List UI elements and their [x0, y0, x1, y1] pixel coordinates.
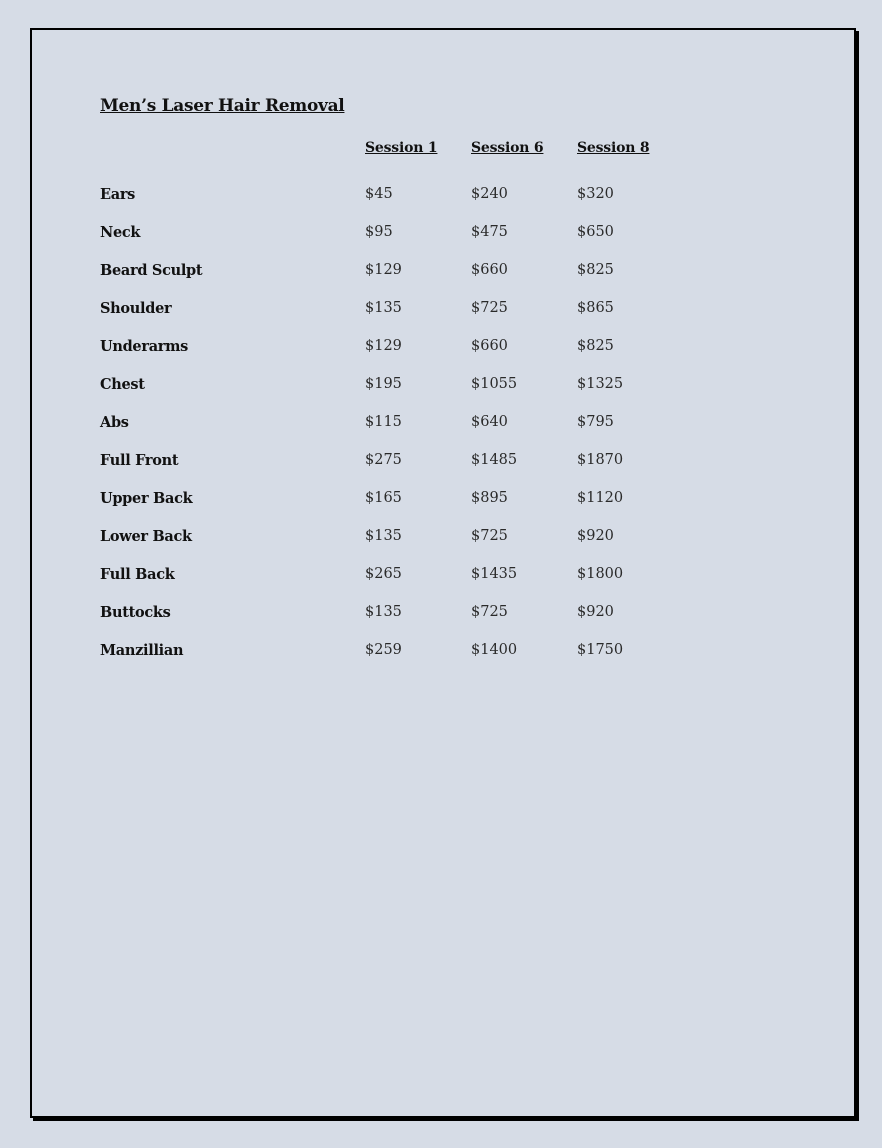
- session-6-price: $1485: [471, 452, 518, 468]
- session-8-price: $865: [577, 300, 614, 316]
- session-6-price: $895: [471, 490, 508, 506]
- session-1-price: $129: [365, 262, 402, 278]
- session-1-price: $275: [365, 452, 402, 468]
- area-cell: Beard Sculpt: [100, 261, 203, 279]
- session-1-price: $265: [365, 566, 402, 582]
- price-table: [100, 137, 683, 669]
- area-cell: Abs: [100, 413, 129, 431]
- session-6-price: $660: [471, 262, 508, 278]
- table-row: [100, 441, 683, 479]
- table-row: [100, 517, 683, 555]
- area-cell: Ears: [100, 185, 136, 203]
- session-8-price: $1870: [577, 452, 624, 468]
- session-6-price: $1400: [471, 642, 518, 658]
- document-title: Men’s Laser Hair Removal: [100, 96, 345, 116]
- session-1-price: $135: [365, 604, 402, 620]
- table-body: [100, 175, 683, 669]
- area-cell: Manzillian: [100, 641, 184, 659]
- session-8-price: $320: [577, 186, 614, 202]
- table-row: [100, 403, 683, 441]
- session-1-price: $195: [365, 376, 402, 392]
- session-8-price: $920: [577, 528, 614, 544]
- session-6-price: $1055: [471, 376, 518, 392]
- header-session-1: Session 1: [365, 140, 438, 156]
- session-1-price: $259: [365, 642, 402, 658]
- table-row: [100, 631, 683, 669]
- table-row: [100, 175, 683, 213]
- header-area: [100, 137, 365, 175]
- session-8-price: $825: [577, 338, 614, 354]
- session-8-price: $1800: [577, 566, 624, 582]
- area-cell: Chest: [100, 375, 145, 393]
- session-1-price: $129: [365, 338, 402, 354]
- session-8-price: $650: [577, 224, 614, 240]
- session-6-price: $725: [471, 528, 508, 544]
- table-row: [100, 289, 683, 327]
- session-6-price: $240: [471, 186, 508, 202]
- session-8-price: $1750: [577, 642, 624, 658]
- table-row: [100, 327, 683, 365]
- session-6-price: $725: [471, 604, 508, 620]
- area-cell: Shoulder: [100, 299, 172, 317]
- area-cell: Upper Back: [100, 489, 193, 507]
- table-header-row: [100, 137, 683, 175]
- table-row: [100, 479, 683, 517]
- session-1-price: $95: [365, 224, 393, 240]
- session-6-price: $1435: [471, 566, 518, 582]
- session-1-price: $165: [365, 490, 402, 506]
- session-8-price: $825: [577, 262, 614, 278]
- area-cell: Full Front: [100, 451, 179, 469]
- session-6-price: $475: [471, 224, 508, 240]
- session-8-price: $1325: [577, 376, 624, 392]
- session-8-price: $920: [577, 604, 614, 620]
- session-8-price: $1120: [577, 490, 624, 506]
- table-row: [100, 251, 683, 289]
- header-session-6: Session 6: [471, 140, 544, 156]
- area-cell: Neck: [100, 223, 141, 241]
- session-1-price: $45: [365, 186, 393, 202]
- table-row: [100, 213, 683, 251]
- session-6-price: $725: [471, 300, 508, 316]
- table-row: [100, 555, 683, 593]
- area-cell: Buttocks: [100, 603, 171, 621]
- session-6-price: $640: [471, 414, 508, 430]
- session-8-price: $795: [577, 414, 614, 430]
- table-row: [100, 593, 683, 631]
- area-cell: Underarms: [100, 337, 189, 355]
- session-6-price: $660: [471, 338, 508, 354]
- header-session-8: Session 8: [577, 140, 650, 156]
- session-1-price: $135: [365, 528, 402, 544]
- session-1-price: $115: [365, 414, 402, 430]
- area-cell: Lower Back: [100, 527, 192, 545]
- session-1-price: $135: [365, 300, 402, 316]
- table-row: [100, 365, 683, 403]
- area-cell: Full Back: [100, 565, 175, 583]
